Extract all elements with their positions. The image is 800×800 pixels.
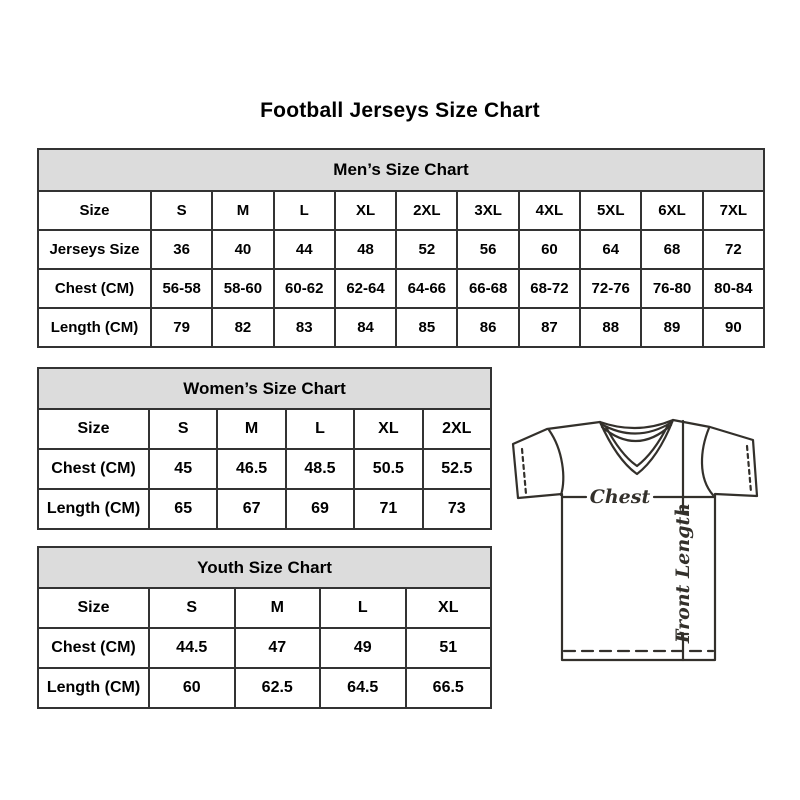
table-cell: 66-68 [457,269,518,308]
table-cell: 2XL [423,409,491,449]
table-cell: 48.5 [286,449,354,489]
table-cell: 5XL [580,191,641,230]
womens-size-table [37,367,492,530]
table-cell: 90 [703,308,764,347]
table-cell: S [149,588,235,628]
row-header-jerseys-size: Jerseys Size [38,230,151,269]
table-cell: 60-62 [274,269,335,308]
table-cell: 6XL [641,191,702,230]
table-cell: 80-84 [703,269,764,308]
table-cell: 72-76 [580,269,641,308]
table-cell: XL [406,588,492,628]
table-cell: 82 [212,308,273,347]
table-cell: 88 [580,308,641,347]
table-cell: 45 [149,449,217,489]
table-cell: 65 [149,489,217,529]
table-row [38,269,764,308]
womens-table-title: Women’s Size Chart [38,368,491,409]
table-cell: 44.5 [149,628,235,668]
table-cell: 69 [286,489,354,529]
table-cell: 48 [335,230,396,269]
table-cell: 76-80 [641,269,702,308]
table-cell: 84 [335,308,396,347]
table-cell: L [274,191,335,230]
chest-measure-label: Chest [589,486,651,508]
row-header-chest: Chest (CM) [38,449,149,489]
jersey-diagram-icon [505,408,775,668]
table-cell: 72 [703,230,764,269]
table-cell: 3XL [457,191,518,230]
table-cell: 67 [217,489,285,529]
table-cell: 47 [235,628,321,668]
table-cell: 87 [519,308,580,347]
table-cell: 83 [274,308,335,347]
table-cell: 52 [396,230,457,269]
left-armhole-seam [549,430,563,495]
row-header-size: Size [38,409,149,449]
table-row [38,489,491,529]
table-cell: 46.5 [217,449,285,489]
table-cell: 62-64 [335,269,396,308]
table-cell: 58-60 [212,269,273,308]
row-header-length: Length (CM) [38,668,149,708]
table-cell: 68 [641,230,702,269]
youth-table-title: Youth Size Chart [38,547,491,588]
table-row [38,588,491,628]
row-header-size: Size [38,588,149,628]
table-cell: XL [354,409,422,449]
right-armhole-seam [702,428,713,495]
table-cell: 4XL [519,191,580,230]
table-cell: 49 [320,628,406,668]
table-row [38,449,491,489]
left-cuff-stitch [522,449,526,494]
table-cell: 62.5 [235,668,321,708]
table-cell: 86 [457,308,518,347]
table-row [38,668,491,708]
table-cell: 40 [212,230,273,269]
table-cell: M [235,588,321,628]
table-cell: S [149,409,217,449]
table-cell: 71 [354,489,422,529]
jersey-outline [513,420,757,660]
row-header-chest: Chest (CM) [38,269,151,308]
table-cell: L [286,409,354,449]
mens-size-table [37,148,765,348]
table-cell: 73 [423,489,491,529]
table-cell: M [212,191,273,230]
table-cell: 85 [396,308,457,347]
table-cell: 68-72 [519,269,580,308]
table-cell: 89 [641,308,702,347]
right-cuff-stitch [747,446,751,492]
table-cell: S [151,191,212,230]
table-row [38,191,764,230]
row-header-size: Size [38,191,151,230]
table-cell: 60 [519,230,580,269]
table-cell: 79 [151,308,212,347]
row-header-length: Length (CM) [38,489,149,529]
table-row [38,409,491,449]
youth-size-table [37,546,492,709]
table-cell: 64.5 [320,668,406,708]
table-cell: 2XL [396,191,457,230]
table-cell: 51 [406,628,492,668]
table-cell: 56 [457,230,518,269]
table-cell: 50.5 [354,449,422,489]
table-cell: 64-66 [396,269,457,308]
table-cell: 66.5 [406,668,492,708]
mens-table-title: Men’s Size Chart [38,149,764,191]
table-cell: 52.5 [423,449,491,489]
table-cell: 7XL [703,191,764,230]
table-row [38,308,764,347]
table-cell: XL [335,191,396,230]
table-cell: 64 [580,230,641,269]
page-title: Football Jerseys Size Chart [260,99,540,122]
front-length-measure-label: Front Length [672,502,694,644]
table-cell: L [320,588,406,628]
row-header-length: Length (CM) [38,308,151,347]
table-cell: 60 [149,668,235,708]
table-cell: 44 [274,230,335,269]
table-cell: M [217,409,285,449]
table-cell: 36 [151,230,212,269]
row-header-chest: Chest (CM) [38,628,149,668]
table-cell: 56-58 [151,269,212,308]
table-row [38,230,764,269]
table-row [38,628,491,668]
jersey-measurement-diagram [505,408,775,668]
